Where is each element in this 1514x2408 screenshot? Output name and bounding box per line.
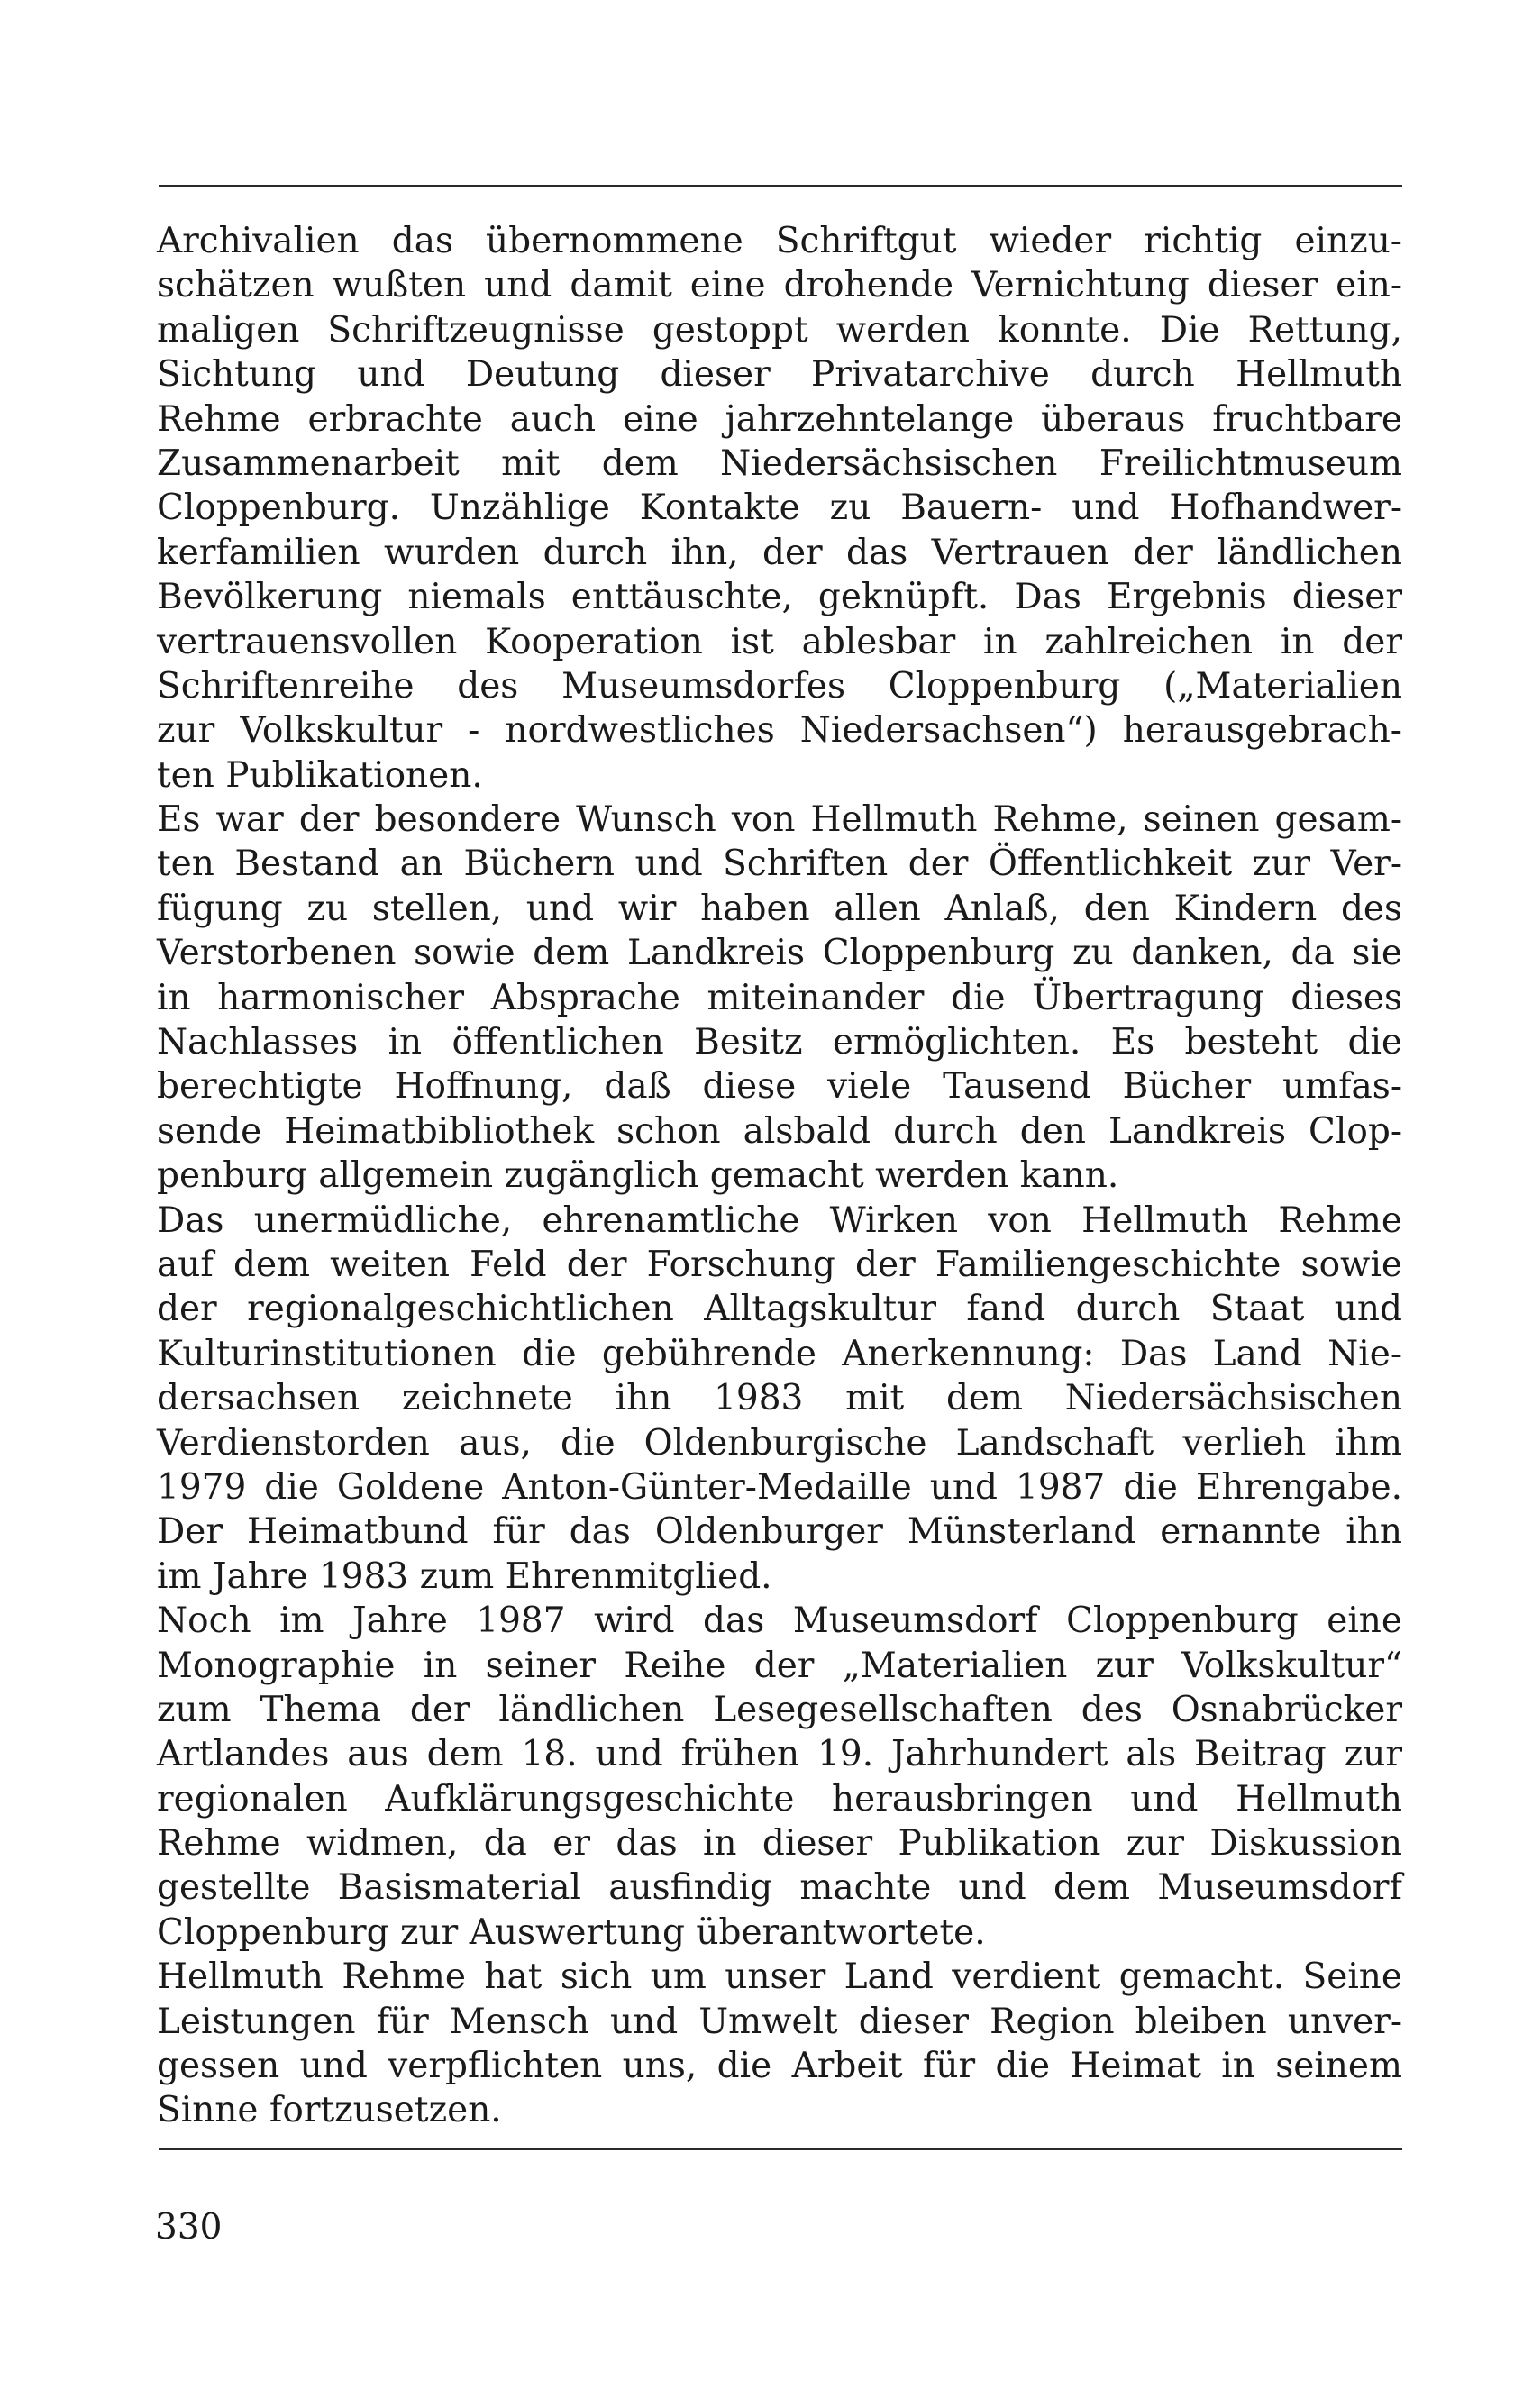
top-rule xyxy=(159,185,1402,187)
text-line: Verdienstorden aus, die Oldenburgische Landschaft verlieh ihm xyxy=(157,1422,1402,1464)
text-line: auf dem weiten Feld der Forschung der Familiengeschichte sowie xyxy=(157,1244,1402,1285)
text-line: ten Publikationen. xyxy=(157,754,483,796)
text-line: ten Bestand an Büchern und Schriften der Öffentlichkeit zur Ver- xyxy=(157,844,1402,885)
text-line: Bevölkerung niemals enttäuschte, geknüpft. Das Ergebnis dieser xyxy=(157,577,1402,618)
paragraph xyxy=(157,798,1402,1199)
text-line: Kulturinstitutionen die gebührende Anerkennung: Das Land Nie- xyxy=(157,1333,1402,1374)
text-line: fügung zu stellen, und wir haben allen Anlaß, den Kindern des xyxy=(157,888,1402,929)
text-line: der regionalgeschichtlichen Alltagskultur fand durch Staat und xyxy=(157,1289,1402,1330)
text-line: Noch im Jahre 1987 wird das Museumsdorf Cloppenburg eine xyxy=(157,1601,1402,1642)
text-line: Das unermüdliche, ehrenamtliche Wirken von Hellmuth Rehme xyxy=(157,1199,1402,1241)
paragraph xyxy=(157,1599,1402,1955)
text-line: Es war der besondere Wunsch von Hellmuth Rehme, seinen gesam- xyxy=(157,799,1402,841)
text-line: Sichtung und Deutung dieser Privatarchive durch Hellmuth xyxy=(157,354,1402,396)
text-line: gessen und verpflichten uns, die Arbeit für die Heimat in seinem xyxy=(157,2046,1402,2087)
text-line: maligen Schriftzeugnisse gestoppt werden konnte. Die Rettung, xyxy=(157,309,1402,351)
text-line: Zusammenarbeit mit dem Niedersächsischen Freilichtmuseum xyxy=(157,442,1402,484)
bottom-rule xyxy=(159,2148,1402,2150)
text-line: Hellmuth Rehme hat sich um unser Land verdient gemacht. Seine xyxy=(157,1957,1402,1998)
text-line: Nachlasses in öffentlichen Besitz ermöglichten. Es besteht die xyxy=(157,1022,1402,1063)
text-line: 1979 die Goldene Anton-Günter-Medaille und 1987 die Ehrengabe. xyxy=(157,1466,1402,1508)
paragraph xyxy=(157,1199,1402,1600)
text-line: schätzen wußten und damit eine drohende Vernichtung dieser ein- xyxy=(157,265,1402,306)
paragraph xyxy=(157,219,1402,798)
text-line: Rehme widmen, da er das in dieser Publikation zur Diskussion xyxy=(157,1823,1402,1865)
body-text xyxy=(157,219,1402,2133)
text-line: Sinne fortzusetzen. xyxy=(157,2090,502,2131)
text-line: regionalen Aufklärungsgeschichte herausbringen und Hellmuth xyxy=(157,1778,1402,1820)
text-line: Leistungen für Mensch und Umwelt dieser Region bleiben unver- xyxy=(157,2001,1402,2042)
paragraph xyxy=(157,1955,1402,2133)
text-line: kerfamilien wurden durch ihn, der das Vertrauen der ländlichen xyxy=(157,532,1402,573)
text-line: Archivalien das übernommene Schriftgut wieder richtig einzu- xyxy=(157,221,1402,261)
text-line: Artlandes aus dem 18. und frühen 19. Jahrhundert als Beitrag zur xyxy=(157,1734,1402,1775)
text-line: vertrauensvollen Kooperation ist ablesbar in zahlreichen in der xyxy=(157,621,1402,662)
text-line: penburg allgemein zugänglich gemacht werden kann. xyxy=(157,1155,1119,1197)
text-line: Rehme erbrachte auch eine jahrzehntelange überaus fruchtbare xyxy=(157,398,1402,440)
text-line: in harmonischer Absprache miteinander die Übertragung dieses xyxy=(157,977,1402,1018)
text-line: zur Volkskultur - nordwestliches Niedersachsen“) herausgebrach- xyxy=(157,710,1402,752)
text-line: im Jahre 1983 zum Ehrenmitglied. xyxy=(157,1555,772,1597)
text-line: dersachsen zeichnete ihn 1983 mit dem Niedersächsischen xyxy=(157,1378,1402,1419)
text-line: gestellte Basismaterial ausfindig machte und dem Museumsdorf xyxy=(157,1867,1402,1909)
text-line: Cloppenburg zur Auswertung überantwortete. xyxy=(157,1911,986,1953)
text-line: Der Heimatbund für das Oldenburger Münsterland ernannte ihn xyxy=(157,1511,1402,1553)
text-line: Cloppenburg. Unzählige Kontakte zu Bauern- und Hofhandwer- xyxy=(157,488,1402,529)
text-line: sende Heimatbibliothek schon alsbald durch den Landkreis Clop- xyxy=(157,1110,1402,1152)
text-line: berechtigte Hoffnung, daß diese viele Tausend Bücher umfas- xyxy=(157,1066,1402,1108)
page-number: 330 xyxy=(155,2207,223,2248)
text-line: Monographie in seiner Reihe der „Materialien zur Volkskultur“ xyxy=(157,1645,1402,1686)
text-line: zum Thema der ländlichen Lesegesellschaften des Osnabrücker xyxy=(157,1689,1402,1730)
text-line: Schriftenreihe des Museumsdorfes Cloppenburg („Materialien xyxy=(157,665,1402,707)
text-line: Verstorbenen sowie dem Landkreis Cloppenburg zu danken, da sie xyxy=(157,933,1402,974)
